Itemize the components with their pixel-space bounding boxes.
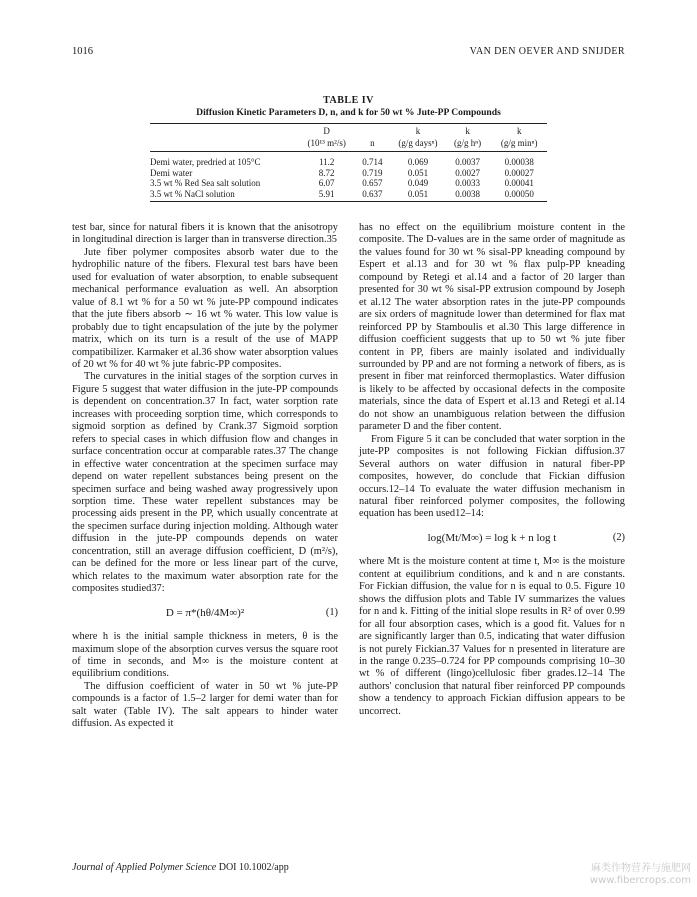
table-row: [150, 152, 547, 168]
journal-footer: [72, 862, 289, 873]
table-cell: 0.0027: [455, 167, 480, 178]
equation-text: D = π*(hθ/4M∞)²: [165, 606, 245, 619]
journal-name: Journal of Applied Polymer Science: [72, 862, 217, 873]
table-cell: 0.714: [362, 157, 383, 167]
header-cell: k: [444, 124, 492, 138]
header-cell: [352, 124, 392, 138]
header-cell: (g/g minⁿ): [491, 137, 547, 152]
body-paragraph: The diffusion coefficient of water in 50 wt % jute-PP compounds is a factor of 1.5–2 larger for demi water than for salt water (Table IV). The salt appears to hinder water diffusion. As expected it: [72, 680, 338, 730]
header-cell: k: [392, 124, 444, 138]
body-paragraph: From Figure 5 it can be concluded that water sorption in the jute-PP composites is not following Fickian diffusion.37 Several authors on water diffusion in natural fiber-PP composites, however, do conclude that Fickian diffusion occurs.12–14 To evaluate the water diffusion mechanism in natural fiber reinforced polymer composites, the following equation has been used12–14:: [359, 433, 625, 520]
table-cell: 5.91: [301, 189, 353, 202]
table-cell: 11.2: [318, 157, 335, 167]
watermark: [590, 863, 691, 887]
body-paragraph: has no effect on the equilibrium moisture content in the composite. The D-values are in the same order of magnitude as the values found for 30 wt % sisal-PP kneading compound by Espert et al.13 and for 30 wt % flax pulp-PP kneading compound by Retegi et al.14 and a factor of 20 larger than presented for 30 wt % sisal-PP extrusion compound by Joseph et al.12 The water absorption rates in the jute-PP compounds are six orders of magnitude lower than determined for flax mat reinforced PP by Stamboulis et al.30 This large difference in diffusion coefficient suggests that up to 50 wt % jute fiber content in PP, fibers are mainly isolated and individually surrounded by PP and are not forming a network of fibers, as is present in fiber mat reinforced thermoplastics. Water diffusion is likely to be affected by occasional defects in the composite materials, since the data of Espert et al.13 and Retegi et al.14 do not show an unambiguous relation between the diffusion parameter D and the fiber content.: [359, 222, 625, 433]
watermark-title: 麻类作物营养与施肥网: [591, 863, 691, 874]
running-head: VAN DEN OEVER AND SNIJDER: [469, 46, 625, 57]
equation-number: (2): [612, 531, 625, 543]
body-paragraph: where h is the initial sample thickness in meters, θ is the maximum slope of the absorption curves versus the square root of time in seconds, and M∞ is the moisture content at equilibrium conditions.: [72, 631, 338, 680]
table-cell: Demi water, predried at 105°C: [150, 157, 261, 167]
table-cell: 0.719: [362, 167, 383, 178]
table-header-row: [150, 124, 547, 138]
table-cell: 0.0033: [455, 178, 480, 188]
header-cell: (g/g daysⁿ): [392, 137, 444, 152]
right-column: [359, 222, 625, 718]
table-cell: 3.5 wt % Red Sea salt solution: [150, 178, 261, 188]
table-caption: Diffusion Kinetic Parameters D, n, and k for 50 wt % Jute-PP Compounds: [196, 107, 501, 118]
page-number: 1016: [72, 46, 93, 57]
table-cell: 0.0037: [455, 157, 480, 167]
equation-text: log(Mt/M∞) = log k + n log t: [427, 531, 557, 544]
equation-1: [72, 607, 338, 619]
diffusion-table: [150, 123, 547, 202]
table-cell: 0.0038: [444, 189, 492, 202]
table-cell: 0.00041: [504, 178, 534, 188]
table-cell: 0.051: [407, 167, 429, 178]
header-cell: [150, 137, 301, 152]
table-cell: 0.657: [362, 178, 383, 188]
body-paragraph: where Mt is the moisture content at time t, M∞ is the moisture content at equilibrium conditions, and k and n are constants. For Fickian diffusion, the value for n is equal to 0.5. Figure 10 shows the diffusion plots and Table IV summarizes the values for n and k. Fitting of the initial slope results in R² of over 0.99 for all four absorption cases, which is a good fit. Values for n are significantly larger than 0.5, indicating that water diffusion is not purely Fickian.37 Values for n presented in literature are in the range 0.235–0.724 for PP compounds comprising 10–30 wt % of different (lingo)cellulosic fiber grades.12–14 The authors' conclusion that natural fiber reinforced PP compounds show a tendency to approach Fickian diffusion appears to be uncorrect.: [359, 556, 625, 717]
table-row: [150, 189, 547, 202]
table-cell: 8.72: [318, 167, 335, 178]
body-paragraph: The curvatures in the initial stages of the sorption curves in Figure 5 suggest that water diffusion in the jute-PP compounds is dependent on concentration.37 In fact, water sorption rate increases with proceeding sorption time, which corresponds to sigmoid sorption as defined by Crank.37 Sigmoid sorption refers to special cases in which diffusion flow and changes in surface concentration occur at comparable rates.37 The change in effective water concentration at the specimen surface may depend on water repellent substances being present on the specimen surface and being washed away progressively upon sorption time. These water repellent substances may be processing aids present in the PP, which usually concentrate at the specimen surface during injection molding. Although water diffusion in the jute-PP compounds depends on water concentration, still an average diffusion coefficient, D (m²/s), can be defined for the more or less linear part of the curve, which relates to the maximum water absorption rate for the composites studied37:: [72, 371, 338, 595]
table-header-row: [150, 137, 547, 152]
table-cell: Demi water: [150, 167, 193, 178]
doi: DOI 10.1002/app: [218, 862, 289, 873]
table-cell: 0.069: [407, 157, 429, 167]
header-cell: (10¹³ m²/s): [301, 137, 353, 152]
table-cell: 0.00038: [504, 157, 534, 167]
table-cell: 0.00050: [491, 189, 547, 202]
body-paragraph: test bar, since for natural fibers it is known that the anisotropy in longitudinal direction is larger than in transverse direction.35: [72, 222, 338, 246]
table-row: [150, 178, 547, 189]
table-iv: [150, 95, 547, 202]
equation-number: (1): [325, 606, 338, 618]
table-cell: 3.5 wt % NaCl solution: [150, 189, 301, 202]
table-row: [150, 168, 547, 179]
left-column: [72, 222, 338, 731]
table-label: TABLE IV: [323, 95, 374, 106]
header-cell: n: [352, 137, 392, 152]
header-cell: (g/g hⁿ): [444, 137, 492, 152]
header-cell: k: [491, 124, 547, 138]
table-cell: 0.049: [407, 178, 429, 188]
header-cell: [150, 124, 301, 138]
table-cell: 6.07: [318, 178, 335, 188]
table-cell: 0.637: [352, 189, 392, 202]
watermark-url: www.fibercrops.com: [589, 875, 691, 886]
table-cell: 0.051: [392, 189, 444, 202]
equation-2: [359, 532, 625, 544]
table-cell: 0.00027: [504, 167, 534, 178]
header-cell: D: [301, 124, 353, 138]
body-paragraph: Jute fiber polymer composites absorb water due to the hydrophilic nature of the fibers. Flexural test bars have been used for evaluation of water absorption, to enable subsequent mechanical performance evaluation as well. An absorption value of 8.1 wt % for a 50 wt % jute-PP compound indicates that the jute fibers absorb ∼ 16 wt % water. This low value is probably due to tight encapsulation of the jute by the polymer matrix, which on its turn is a result of the use of MAPP compatibilizer. Karmaker et al.36 show water absorption values of 20 wt % for 40 wt % jute fabric-PP composites.: [72, 246, 338, 370]
